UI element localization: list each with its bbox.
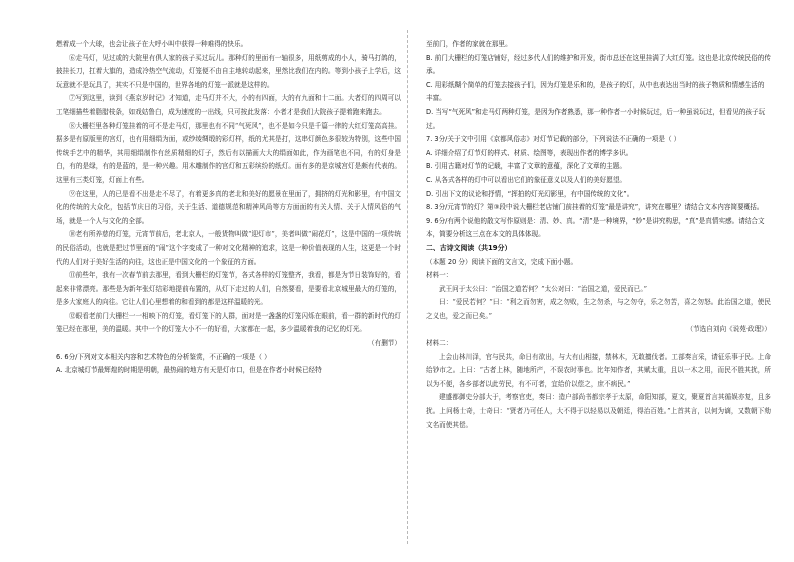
passage-paragraph: 燃着成一个大球，也会让孩子在大呼小叫中获得一种难得的快乐。	[56, 40, 248, 48]
passage-paragraph: ⑥走马灯，见过或的大院里有俱人家的孩子买过玩儿。那种灯的里面有一轴很多，用纸剪成的小人，骑马打鸽的，披挂长刀，扛着大旗的，造成冷热空气流动，灯笼便不由自主地转动起来，里然比我们在内的。等到小孩子上学后，这玩意就不是玩具了，其实不只是中国的，世界各地的灯笼一派就是这样的。	[56, 53, 401, 89]
question-line: 至前门，作者的家就在那里。	[426, 40, 512, 48]
passage-paragraph: ⑧大栅栏里各种灯笼挂着的可不是走马灯，那里也有不同“气死风”，也不是如今只是千篇一律的大红灯笼高高挂。据多是有原版里的宫灯，也有用细绢为面，或纱绫绸缎的彩灯样，纸的尤其是打，这串灯颜色多很较为特别，这些中国传统手艺中的精华，其用细绢制作有丝质精细的灯子，然后有以描画大大的绢面如此，作为画笔也不同，有的灯身是白，有的是绿，有的是蓝的，是一种兴趣。用木雕制作的宫灯和五彩缤纷的纸灯。面有多的是京城宫灯是颇有代表的。这里有三类灯笼，灯面上有些。	[56, 121, 401, 184]
question-line: 8. 3分/元宵节的灯？第③段中说大栅栏老店铺门前挂着的灯笼“最是讲究”，讲究在哪里？请结合文本内容简要概括。	[426, 203, 764, 212]
passage-paragraph: ⑩老有所养慈的灯笼，元宵节前后，老北京人，一般货物叫做“迎灯市”，美者叫做“闹花灯”，这是中国的一项传统的民俗活动，也就是把过节里面的“闹”这个字变成了一种对文化精神的追求，这是一种价值表现的人生，这更是一个时代的人们对于美好生活的向往，这也正是中国文化的一个象征的方面。	[56, 230, 401, 266]
question-line: （本题 20 分）阅读下面的文言文，完成下面小题。	[426, 257, 578, 266]
question-line: B. 引用古籍对灯节的记载，丰富了文章的意蕴，深化了文章的主题。	[426, 162, 626, 171]
question-line: 材料一：	[426, 271, 453, 280]
passage-paragraphs	[56, 38, 401, 337]
passage-paragraph: ⑪前些年，我有一次春节前去那里，看到大栅栏的灯笼节，各式各样的灯笼整齐，我看，都是为节日装饰好的，看起来非常漂亮。那些是为新年张灯结彩地提前布置的，从灯下走过的人们，自然要看，是要看北京城里最大的灯笼的，是多大家庭人的向往。它让人们心里想着的和看到的都是这样温暖的光。	[56, 271, 401, 307]
right-column-content	[426, 38, 771, 432]
classical-text-paragraph: 曰：“爱民若何？”曰：“利之而勿害，成之勿败，生之勿杀，与之勿夺，乐之勿苦，喜之勿怒。此治国之道，使民之义也，爱之而已矣。”	[426, 298, 771, 320]
source-citation: （节选自刘向《说苑·政理》）	[686, 325, 771, 334]
classical-text-paragraph: 武王问于太公曰：“治国之道若何？”太公对曰：“治国之道，爱民而已。”	[439, 284, 647, 293]
right-column	[426, 38, 771, 558]
question-line: D. 当写“气死风”和走马灯两种灯笼，是因为作者熟悉，那一种作者一小时候玩过，后一种虽说玩过，但看见的孩子玩过。	[426, 107, 766, 130]
passage-paragraph: ⑦写到这里，读到《燕京岁时记》才知道，走马灯并不大，小的有四面，大的有九面和十二面。大者灯的四周可以工笔细描些着脂腊枝条，如戏姑鲁白，成为速度的一出线，只可按此发落：小者才是我们大院孩子提着跑来跑去。	[56, 94, 401, 116]
question-line: B. 前门大栅栏的灯笼店铺好，经过多代人们的维护和开发，街市总还在这里挂满了大红灯笼。这也是北京传统民俗的传承。	[426, 53, 771, 76]
question-6-option-a: A. 北京城灯节最辉煌的时期是明朝，最热闹的地方有天是灯市口，但是在作者小时候已经特	[56, 366, 322, 375]
question-line: C. 用彩纸糊个简单的灯笼去接孩子们，因为灯笼是乐和的，是孩子的灯，从中也表达出当时的孩子物质和情感生活的丰富。	[426, 80, 765, 103]
question-line: C. 从各式各样的灯中可以看出它们的象征意义以及人们的美好愿望。	[426, 175, 627, 184]
source-note: （有删节）	[368, 339, 401, 348]
passage-paragraph: ⑨在这里，人的已是看不出是走不尽了，有着更多真的老北和美好的愿景在里面了，拥挤的灯光和影里，有中国文化的传统的大众化，包括节庆日的习俗，关于生活、道德规范和精神风尚等方方面面的有关人情、关于人情风俗的气场，就是一个人与文化的全部。	[56, 189, 401, 225]
classical-text-paragraph: 上会山林川泽，官与民共，命日有欲出，与大有山相接，禁林木，无敢擅伐者。工部奏言采，请征乐事于民。上命给钞市之。上曰：“古者上林，随地所产，不误农时事也。比年知作者，其赋太重，且以一木之用，而民不胜其扰，所以为不便，各乡部者以此劳民，有不可者，宜给价以偿之，庶不病民。”	[426, 352, 771, 388]
classical-text-paragraph: 建盛都御史分部大于，考察官吏，奏曰：造户部尚书都宗孝于太原，命阳知部，夏文，聚夏首言其循娱亦复，且多扰。上问杨士奇，士奇曰：“贤者乃可任人，大不得于以轻易以及朝廷，得治百姓。”上首其言，以何为谪，又数朝下劾文名而使其偿。	[426, 393, 771, 429]
passage-paragraph: ⑫眼看老前门大栅栏一一相映下的灯笼，看灯笼下的人群，面对是一盏盏的灯笼闪烁在眼前，看一群的新时代的灯笼已经在那里，美的温暖。其中一个的灯笼大小不一的好看，大家都在一起，多少温暖着我的记忆的灯光。	[56, 311, 401, 334]
section-heading: 二、古诗文阅读（共19分）	[426, 243, 512, 252]
column-divider	[407, 30, 408, 544]
question-line: A. 详细介绍了灯节灯的样式、材质、绘图等，表现出作者的博学多识。	[426, 148, 633, 157]
question-line: D. 引出下文的议论和抒情，“挥拍的灯光幻影里，有中国传统的文化”。	[426, 189, 634, 198]
question-6: 6. 6分/下列对文本相关内容和艺术特色的分析鉴赏，不正确的一项是（ ）	[56, 352, 271, 361]
left-column	[56, 38, 401, 558]
question-line: 7. 3分/关于文中引用《京都风俗志》对灯节记载的部分，下列说法不正确的一项是（ ）	[426, 135, 681, 144]
question-line: 材料二：	[426, 339, 453, 348]
question-line: 9. 6分/有两个说他的散文写作原则是：清、妙、真。“清”是一种境界，“妙”是讲究构思，“真”是真情实感。请结合文本，简要分析这三点在本文的具体体现。	[426, 216, 765, 239]
